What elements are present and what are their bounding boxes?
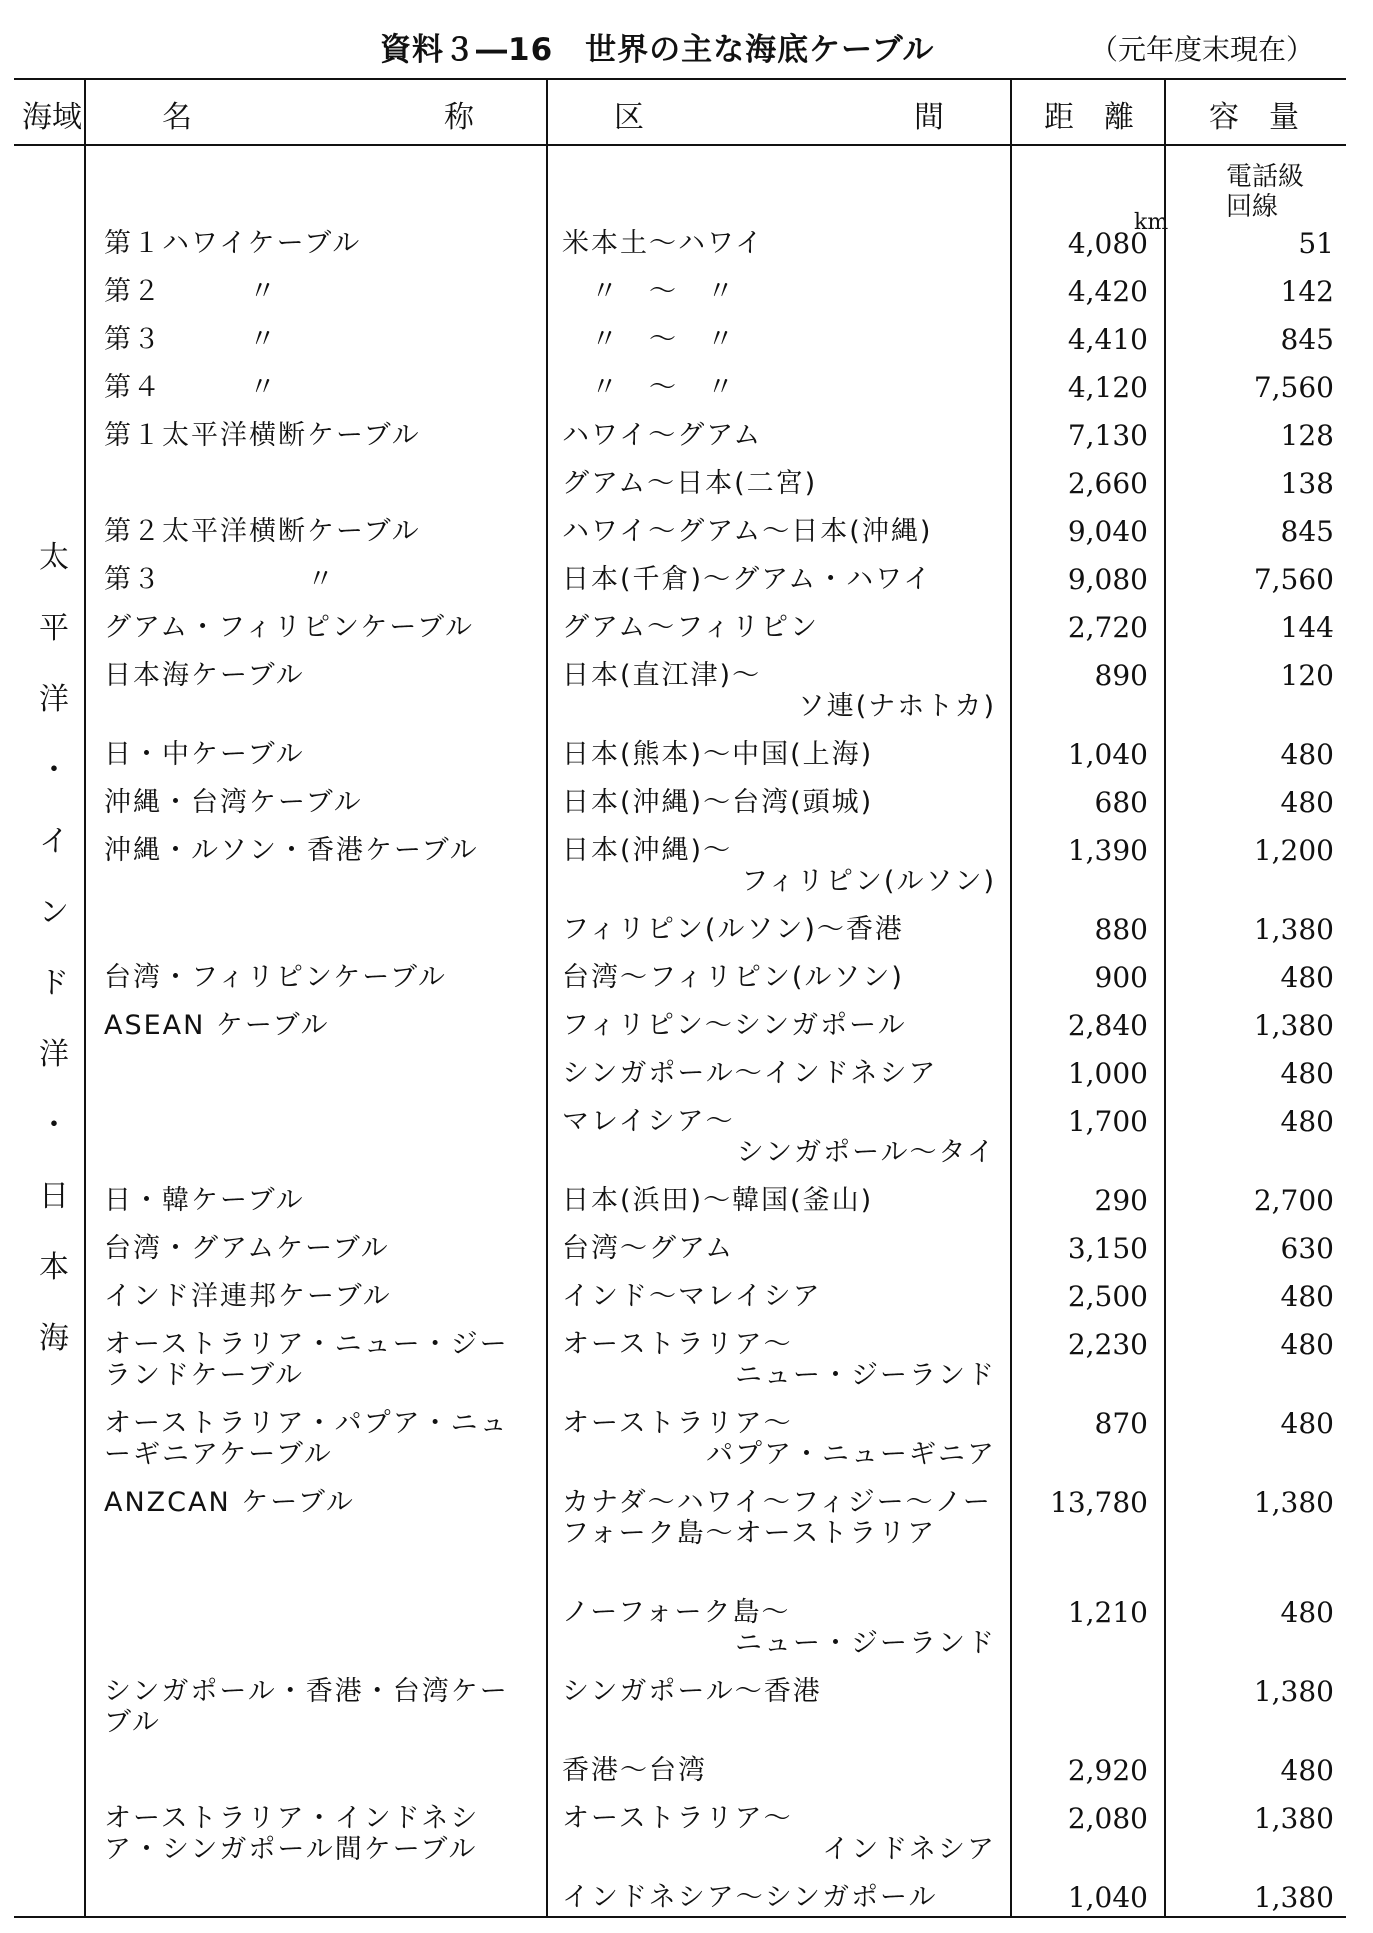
- cable-name: オーストラリア・パプア・ニューギニアケーブル: [104, 1408, 509, 1470]
- cable-name: オーストラリア・ニュー・ジーランドケーブル: [104, 1329, 509, 1391]
- route-continuation: シンガポール～タイ: [736, 1137, 996, 1168]
- route-line: ノーフォーク島～: [562, 1597, 791, 1628]
- cable-route: [562, 276, 1002, 307]
- route-continuation: ソ連(ナホトカ): [797, 691, 996, 722]
- cable-route: [562, 962, 1002, 993]
- cable-name: ASEAN ケーブル: [104, 1010, 330, 1041]
- cable-capacity: 7,560: [1253, 371, 1334, 404]
- cable-distance: 680: [1094, 786, 1148, 819]
- route-line: オーストラリア～: [562, 1803, 793, 1834]
- cable-route: [562, 372, 1002, 403]
- cable-name: 沖縄・ルソン・香港ケーブル: [104, 835, 479, 866]
- cable-name: 第３ 〃: [104, 564, 336, 595]
- cable-route: [562, 1408, 1002, 1470]
- cable-distance: 1,040: [1067, 738, 1148, 771]
- cable-distance: 9,040: [1067, 515, 1148, 548]
- cable-capacity: 480: [1280, 738, 1334, 771]
- cable-name: 第２太平洋横断ケーブル: [104, 516, 421, 547]
- cable-route: [562, 1803, 1002, 1865]
- cable-distance: 4,080: [1067, 227, 1148, 260]
- cable-distance: 870: [1094, 1407, 1148, 1440]
- distance-unit: km: [1134, 210, 1169, 235]
- region-label-char: ド: [39, 966, 69, 1001]
- cable-distance: 2,230: [1067, 1328, 1148, 1361]
- cable-capacity: 144: [1280, 611, 1334, 644]
- cable-capacity: 480: [1280, 1057, 1334, 1090]
- route-continuation: パプア・ニューギニア: [706, 1439, 996, 1470]
- cable-route: [562, 787, 1002, 818]
- as-of-note: （元年度末現在）: [1090, 33, 1315, 66]
- capacity-unit: [1226, 162, 1336, 222]
- cable-route: [562, 1233, 1002, 1264]
- route-continuation: フィリピン(ルソン): [741, 866, 996, 897]
- cable-distance: 2,500: [1067, 1280, 1148, 1313]
- route-line: シンガポール～香港: [562, 1676, 822, 1707]
- route-line: 日本(沖縄)～台湾(頭城): [562, 787, 874, 818]
- cable-name: 第３ 〃: [104, 324, 278, 355]
- region-label-char: 平: [39, 611, 69, 646]
- cable-distance: 7,130: [1067, 419, 1148, 452]
- cable-distance: 2,920: [1067, 1754, 1148, 1787]
- cable-capacity: 845: [1280, 323, 1334, 356]
- page-title: 資料３―16 世界の主な海底ケーブル: [380, 32, 935, 68]
- cable-route: [562, 420, 1002, 451]
- cable-distance: 1,390: [1067, 834, 1148, 867]
- table-top-rule: [14, 78, 1346, 80]
- route-line: ハワイ～グアム～日本(沖縄): [562, 516, 933, 547]
- column-divider-region: [84, 78, 86, 1918]
- cable-route: [562, 1058, 1002, 1089]
- route-line: ハワイ～グアム: [562, 420, 763, 451]
- cable-distance: 1,000: [1067, 1057, 1148, 1090]
- region-label-char: ン: [39, 895, 69, 930]
- cable-name: 第２ 〃: [104, 276, 278, 307]
- cable-capacity: 480: [1280, 786, 1334, 819]
- cable-route: [562, 228, 1002, 259]
- capacity-unit-line1: 電話級: [1226, 162, 1305, 192]
- cable-capacity: 138: [1280, 467, 1334, 500]
- cable-name: 沖縄・台湾ケーブル: [104, 787, 363, 818]
- header-region: 海域: [22, 100, 82, 135]
- cable-capacity: 1,380: [1253, 1802, 1334, 1835]
- route-line: グアム～フィリピン: [562, 612, 819, 643]
- cable-capacity: 1,380: [1253, 1486, 1334, 1519]
- cable-capacity: 480: [1280, 1754, 1334, 1787]
- route-line: 台湾～フィリピン(ルソン): [562, 962, 904, 993]
- cable-route: [562, 612, 1002, 643]
- cable-name: 日本海ケーブル: [104, 660, 305, 691]
- cable-capacity: 480: [1280, 1407, 1334, 1440]
- region-label-char: イ: [39, 824, 69, 859]
- region-label-char: ・: [39, 753, 69, 788]
- cable-name: 第４ 〃: [104, 372, 278, 403]
- cable-name: 日・中ケーブル: [104, 739, 305, 770]
- route-line: 日本(熊本)～中国(上海): [562, 739, 874, 770]
- cable-distance: 1,210: [1067, 1596, 1148, 1629]
- cable-capacity: 480: [1280, 1105, 1334, 1138]
- cable-capacity: 480: [1280, 1596, 1334, 1629]
- region-label-char: ・: [39, 1108, 69, 1143]
- route-line: フィリピン(ルソン)～香港: [562, 914, 904, 945]
- table-bottom-rule: [14, 1916, 1346, 1918]
- cable-route: [562, 1106, 1002, 1168]
- route-line: インド～マレイシア: [562, 1281, 822, 1312]
- table-header-rule: [14, 144, 1346, 146]
- region-label-char: 太: [39, 540, 69, 575]
- cable-distance: 13,780: [1050, 1486, 1148, 1519]
- region-label-char: 海: [39, 1321, 69, 1356]
- column-divider-name: [546, 78, 548, 1918]
- cable-route: [562, 1010, 1002, 1041]
- cable-capacity: 7,560: [1253, 563, 1334, 596]
- cable-capacity: 1,380: [1253, 1009, 1334, 1042]
- cable-distance: 2,720: [1067, 611, 1148, 644]
- cable-route: [562, 516, 1002, 547]
- route-line: オーストラリア～: [562, 1408, 793, 1439]
- cable-distance: 880: [1094, 913, 1148, 946]
- region-label-char: 本: [39, 1250, 69, 1285]
- cable-capacity: 480: [1280, 1280, 1334, 1313]
- cable-capacity: 1,380: [1253, 1675, 1334, 1708]
- cable-route: [562, 1329, 1002, 1391]
- cable-distance: 2,080: [1067, 1802, 1148, 1835]
- route-line: グアム～日本(二宮): [562, 468, 818, 499]
- header-name-left: 名: [162, 100, 192, 135]
- route-continuation: ニュー・ジーランド: [735, 1360, 996, 1391]
- cable-capacity: 480: [1280, 961, 1334, 994]
- cable-distance: 1,700: [1067, 1105, 1148, 1138]
- cable-route: [562, 1281, 1002, 1312]
- header-distance: 距 離: [1044, 100, 1134, 135]
- cable-name: 台湾・フィリピンケーブル: [104, 962, 447, 993]
- cable-table: [14, 78, 1346, 1920]
- cable-route: [562, 1597, 1002, 1659]
- cable-distance: 2,660: [1067, 467, 1148, 500]
- cable-route: [562, 914, 1002, 945]
- cable-distance: 290: [1094, 1184, 1148, 1217]
- header-route-right: 間: [914, 100, 944, 135]
- cable-name: オーストラリア・インドネシア・シンガポール間ケーブル: [104, 1803, 480, 1865]
- cable-route: [562, 739, 1002, 770]
- cable-route: [562, 1487, 1002, 1549]
- cable-route: [562, 1882, 1002, 1913]
- route-line: シンガポール～インドネシア: [562, 1058, 938, 1089]
- cable-route: [562, 1755, 1002, 1786]
- cable-capacity: 120: [1280, 659, 1334, 692]
- cable-distance: 890: [1094, 659, 1148, 692]
- region-label-char: 日: [39, 1179, 69, 1214]
- cable-name: インド洋連邦ケーブル: [104, 1281, 392, 1312]
- cable-capacity: 480: [1280, 1328, 1334, 1361]
- route-line: 〃 ～ 〃: [562, 372, 736, 403]
- cable-distance: 900: [1094, 961, 1148, 994]
- route-line: フィリピン～シンガポール: [562, 1010, 907, 1041]
- header-capacity: 容 量: [1209, 100, 1299, 135]
- cable-capacity: 630: [1280, 1232, 1334, 1265]
- cable-capacity: 128: [1280, 419, 1334, 452]
- route-line: 日本(直江津)～: [562, 660, 762, 691]
- capacity-unit-line2: 回線: [1226, 192, 1279, 222]
- cable-route: [562, 468, 1002, 499]
- cable-route: [562, 660, 1002, 722]
- cable-route: [562, 835, 1002, 897]
- cable-capacity: 142: [1280, 275, 1334, 308]
- cable-route: [562, 1676, 1002, 1707]
- cable-distance: 1,040: [1067, 1881, 1148, 1914]
- cable-capacity: 1,380: [1253, 913, 1334, 946]
- cable-capacity: 845: [1280, 515, 1334, 548]
- cable-name: 台湾・グアムケーブル: [104, 1233, 390, 1264]
- route-line: 米本土～ハワイ: [562, 228, 765, 259]
- route-line: マレイシア～: [562, 1106, 735, 1137]
- route-line: オーストラリア～: [562, 1329, 793, 1360]
- cable-capacity: 51: [1298, 227, 1334, 260]
- region-label-char: 洋: [39, 682, 69, 717]
- cable-capacity: 1,380: [1253, 1881, 1334, 1914]
- column-divider-distance: [1164, 78, 1166, 1918]
- route-line: インドネシア～シンガポール: [562, 1882, 938, 1913]
- cable-route: [562, 564, 1002, 595]
- route-line: 〃 ～ 〃: [562, 324, 736, 355]
- route-line: カナダ～ハワイ～フィジー～ノーフォーク島～オーストラリア: [562, 1487, 992, 1549]
- route-line: 台湾～グアム: [562, 1233, 735, 1264]
- route-line: 日本(沖縄)～: [562, 835, 733, 866]
- cable-name: グアム・フィリピンケーブル: [104, 612, 474, 643]
- cable-distance: 4,410: [1067, 323, 1148, 356]
- cable-name: ANZCAN ケーブル: [104, 1487, 355, 1518]
- header-route-left: 区: [614, 100, 644, 135]
- header-name-right: 称: [444, 100, 474, 135]
- cable-route: [562, 324, 1002, 355]
- region-label: [34, 538, 74, 1390]
- cable-capacity: 1,200: [1253, 834, 1334, 867]
- route-continuation: インドネシア: [822, 1834, 996, 1865]
- route-line: 香港～台湾: [562, 1755, 707, 1786]
- cable-name: 第１ハワイケーブル: [104, 228, 362, 259]
- route-continuation: ニュー・ジーランド: [735, 1628, 996, 1659]
- title-row: [0, 18, 1373, 78]
- cable-name: シンガポール・香港・台湾ケーブル: [104, 1676, 509, 1738]
- cable-distance: 9,080: [1067, 563, 1148, 596]
- route-line: 〃 ～ 〃: [562, 276, 736, 307]
- cable-name: 第１太平洋横断ケーブル: [104, 420, 421, 451]
- route-line: 日本(浜田)～韓国(釜山): [562, 1185, 874, 1216]
- cable-distance: 3,150: [1067, 1232, 1148, 1265]
- cable-name: 日・韓ケーブル: [104, 1185, 305, 1216]
- cable-route: [562, 1185, 1002, 1216]
- region-label-char: 洋: [39, 1037, 69, 1072]
- cable-distance: 4,120: [1067, 371, 1148, 404]
- cable-distance: 4,420: [1067, 275, 1148, 308]
- cable-capacity: 2,700: [1253, 1184, 1334, 1217]
- route-line: 日本(千倉)～グアム・ハワイ: [562, 564, 933, 595]
- cable-distance: 2,840: [1067, 1009, 1148, 1042]
